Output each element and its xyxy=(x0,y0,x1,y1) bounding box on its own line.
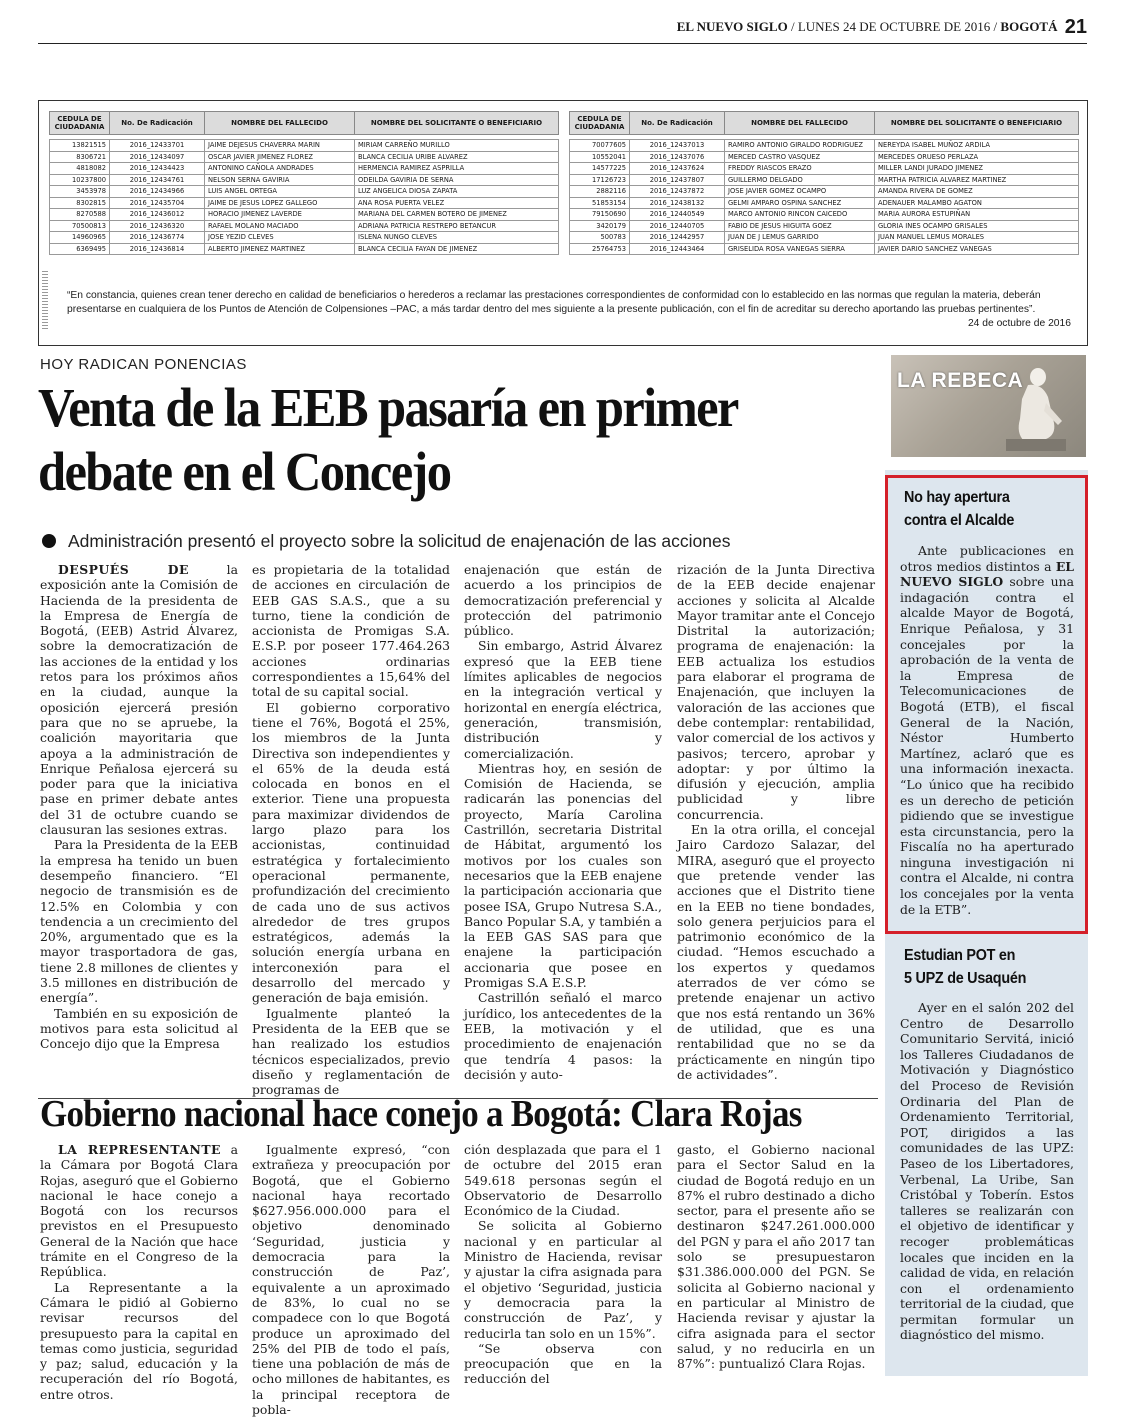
cedula-cell: 2882116 xyxy=(570,186,630,198)
article1-lead: DESPUÉS DE xyxy=(58,562,189,577)
fallecido-cell: ALBERTO JIMENEZ MARTINEZ xyxy=(205,243,355,255)
article1-col3-p3: Castrillón señaló el marco jurídico, los antecedentes de la EEB, la motivación y el procedimiento de enajenación que tendría 4 pasos: la decisión y auto- xyxy=(464,990,662,1082)
solicitante-cell: BLANCA CECILIA URIBE ALVAREZ xyxy=(355,151,559,163)
radicacion-cell: 2016_12434423 xyxy=(110,163,205,175)
article-subhead xyxy=(42,531,730,552)
radicacion-cell: 2016_12437013 xyxy=(630,140,725,152)
solicitante-cell: MERCEDES ORUESO PERLAZA xyxy=(875,151,1079,163)
article1-col3-p0: enajenación que están de acuerdo a los principios de democratización preferencial y protección del patrimonio público. xyxy=(464,562,662,639)
sidebar-item1-paragraph xyxy=(900,543,1074,917)
radicacion-cell: 2016_12434761 xyxy=(110,174,205,186)
fallecido-cell: MARCO ANTONIO RINCON CAICEDO xyxy=(725,209,875,221)
header-cedula: CEDULA DE CIUDADANIA xyxy=(50,112,110,135)
table-row xyxy=(50,197,559,209)
article2-column-1 xyxy=(40,1142,238,1402)
article2-column-2 xyxy=(252,1142,450,1417)
solicitante-cell: LUZ ANGELICA DIOSA ZAPATA xyxy=(355,186,559,198)
cedula-cell: 13821515 xyxy=(50,140,110,152)
notice-text: “En constancia, quienes crean tener derecho en calidad de beneficiarios o herederos a reclamar las prestaciones correspondientes de conformidad con lo establecido en las normas que regulan la materia, deberán presentarse en cualquiera de los Puntos de Atención de Colpensiones –PAC, a más tardar dentro del mes siguiente a la presente publicación, con el fin de acreditar su derecho aportando las pruebas pertinentes”. xyxy=(67,290,1041,315)
table-row xyxy=(570,186,1079,198)
fallecido-cell: GELMI AMPARO OSPINA SANCHEZ xyxy=(725,197,875,209)
table-row xyxy=(50,174,559,186)
fallecido-cell: JAIME DEJESUS CHAVERRA MARIN xyxy=(205,140,355,152)
radicacion-cell: 2016_12440705 xyxy=(630,220,725,232)
fallecido-cell: RAFAEL MOLANO MACIADO xyxy=(205,220,355,232)
radicacion-cell: 2016_12437872 xyxy=(630,186,725,198)
article1-column-1 xyxy=(40,562,238,1098)
page-number: 21 xyxy=(1064,16,1087,38)
solicitante-cell: MILLER LANDI JURADO JIMENEZ xyxy=(875,163,1079,175)
sidebar-item2-title-line1: Estudian POT en xyxy=(904,947,1016,964)
solicitante-cell: ADENAUER MALAMBO AGATON xyxy=(875,197,1079,209)
article1-col2-p0: es propietaria de la totalidad de acciones en circulación de EEB GAS S.A.S., que a su turno, tiene la condición de accionista de Promigas S.A. E.S.P. por poseer 177.464.263 acciones ordinarias correspondientes a 15,64% del total de su capital social. xyxy=(252,562,450,700)
notice-date: 24 de octubre de 2016 xyxy=(967,318,1071,329)
solicitante-cell: GLORIA INES OCAMPO GRISALES xyxy=(875,220,1079,232)
table-row xyxy=(570,140,1079,152)
table-header-row xyxy=(50,112,559,135)
header-solicitante: NOMBRE DEL SOLICITANTE O BENEFICIARIO xyxy=(355,112,559,135)
cedula-cell: 3453978 xyxy=(50,186,110,198)
article2-lead-paragraph xyxy=(40,1142,238,1280)
radicacion-cell: 2016_12437624 xyxy=(630,163,725,175)
fallecido-cell: RAMIRO ANTONIO GIRALDO RODRIGUEZ xyxy=(725,140,875,152)
solicitante-cell: ADRIANA PATRICIA RESTREPO BETANCUR xyxy=(355,220,559,232)
sidebar-item1-text-b: sobre una indagación contra el alcalde Mayor de Bogotá, Enrique Peñalosa, y 31 concejales por la aprobación de la venta de la Empresa de Telecomunicaciones de Bogotá (ETB), el fiscal General de la Nación, Néstor Humberto Martínez, aclaró que es una información inexacta. “Lo único que ha recibido es un derecho de petición pidiendo que se investigue esta circunstancia, pero la Fiscalía no ha aperturado ninguna investigación ni contra el Alcalde, ni contra los concejales por la venta de la ETB”. xyxy=(900,574,1074,917)
cedula-cell: 51853154 xyxy=(570,197,630,209)
section-name: BOGOTÁ xyxy=(1000,19,1058,34)
table-row xyxy=(50,140,559,152)
article-headline: Venta de la EEB pasaría en primer debate en el Concejo xyxy=(38,377,737,502)
notice-table-left xyxy=(49,111,559,255)
fallecido-cell: GRISELIDA ROSA VANEGAS SIERRA xyxy=(725,243,875,255)
cedula-cell: 8302815 xyxy=(50,197,110,209)
header-fallecido: NOMBRE DEL FALLECIDO xyxy=(725,112,875,135)
table-row xyxy=(570,243,1079,255)
radicacion-cell: 2016_12434966 xyxy=(110,186,205,198)
article1-col3-p1: Sin embargo, Astrid Álvarez expresó que la EEB tiene límites aplicables de negocios en la integración vertical y horizontal en energía eléctrica, generación, transmisión, distribución y comercialización. xyxy=(464,638,662,761)
sidebar-item1-title-line2: contra el Alcalde xyxy=(904,512,1015,529)
fallecido-cell: NELSON SERNA GAVIRIA xyxy=(205,174,355,186)
fallecido-cell: JOSE YEZID CLEVES xyxy=(205,232,355,244)
solicitante-cell: MARIANA DEL CARMEN BOTERO DE JIMENEZ xyxy=(355,209,559,221)
radicacion-cell: 2016_12442957 xyxy=(630,232,725,244)
table-row xyxy=(50,163,559,175)
bullet-icon xyxy=(42,534,56,548)
article1-col1-p1: Para la Presidenta de la EEB la empresa ha tenido un buen desempeño financiero. “El negocio de transmisión es de 12.5% en Colombia y con tendencia a un crecimiento del 20%, argumentado que es la mayor trasportadora de gas, tiene 2.8 millones de clientes y 3.5 millones en distribución de energía”. xyxy=(40,837,238,1006)
solicitante-cell: ANA ROSA PUERTA VELEZ xyxy=(355,197,559,209)
article1-col1-p2: También en su exposición de motivos para esta solicitud al Concejo dijo que la Empresa xyxy=(40,1005,238,1052)
table-row xyxy=(570,197,1079,209)
table-row xyxy=(50,243,559,255)
article1-column-2 xyxy=(252,562,450,1098)
radicacion-cell: 2016_12438132 xyxy=(630,197,725,209)
fallecido-cell: JOSE JAVIER GOMEZ OCAMPO xyxy=(725,186,875,198)
table-row xyxy=(570,220,1079,232)
radicacion-cell: 2016_12437807 xyxy=(630,174,725,186)
radicacion-cell: 2016_12436320 xyxy=(110,220,205,232)
cedula-cell: 10552041 xyxy=(570,151,630,163)
cedula-cell: 14577225 xyxy=(570,163,630,175)
article2-col4-p0: gasto, el Gobierno nacional para el Sector Salud en la ciudad de Bogotá redujo en un 87% el rubro destinado a dicho sector, para el presente año se destinaron $247.261.000.000 del PGN y para el año 2017 tan solo se presupuestaron $31.386.000.000 del PGN. Se solicita al Gobierno nacional y en particular al Ministro de Hacienda revisar y ajustar la cifra asignada para el sector salud, y no reducirla en un 87%”: puntualizó Clara Rojas. xyxy=(677,1142,875,1372)
cedula-cell: 70500813 xyxy=(50,220,110,232)
article1-col4-p0: rización de la Junta Directiva de la EEB decide enajenar acciones y solicita al Alcalde Mayor tramitar ante el Concejo Distrital la autorización; programa de enajenación: la EEB actualiza los estudios para elaborar el programa de Enajenación, que incluyen la valoración de las acciones que debe contemplar: rentabilidad, valor comercial de los activos y pasivos; tercero, aprobar y adoptar: y por último la difusión y ejecución, amplia publicidad y libre concurrencia. xyxy=(677,562,875,822)
solicitante-cell: MIRIAM CARREÑO MURILLO xyxy=(355,140,559,152)
cedula-cell: 25764753 xyxy=(570,243,630,255)
sidebar-item2-text xyxy=(900,1000,1074,1343)
article2-col3-p0: ción desplazada que para el 1 de octubre del 2015 eran 549.618 personas según el Observatorio de Desarrollo Económico de la Ciudad. xyxy=(464,1142,662,1219)
sidebar-item2-title-line2: 5 UPZ de Usaquén xyxy=(904,970,1027,987)
sidebar-item1-paper-name: EL NUEVO SIGLO xyxy=(900,558,1074,590)
solicitante-cell: ODEILDA GAVIRIA DE SERNA xyxy=(355,174,559,186)
fallecido-cell: JUAN DE J LEMUS GARRIDO xyxy=(725,232,875,244)
article1-col2-p2: Igualmente planteó la Presidenta de la EEB que se han realizado los estudios técnicos especializados, previo diseño y reglamentación de programas de xyxy=(252,1005,450,1098)
table-header-row xyxy=(570,112,1079,135)
article2-col3-p2: “Se observa con preocupación que en la reducción del xyxy=(464,1340,662,1387)
solicitante-cell: JUAN MANUEL LEMUS MORALES xyxy=(875,232,1079,244)
notice-side-code xyxy=(42,271,48,331)
sidebar-item2-paragraph: Ayer en el salón 202 del Centro de Desarrollo Comunitario Servitá, inició los Talleres Ciudadanos de Motivación y Diagnóstico del Proceso de Revisión Ordinaria del Plan de Ordenamiento Territorial, POT, dirigidos a las comunidades de las UPZ: Paseo de los Libertadores, Verbenal, La Uribe, San Cristóbal y Toberín. Estos talleres se realizarán con el objetivo de identificar y recoger problemáticas locales que inciden en la calidad de vida, en relación con el ordenamiento territorial de la ciudad, que permitan formular un diagnóstico del mismo. xyxy=(900,1000,1074,1343)
fallecido-cell: JAIME DE JESUS LOPEZ GALLEGO xyxy=(205,197,355,209)
radicacion-cell: 2016_12434097 xyxy=(110,151,205,163)
table-row xyxy=(50,151,559,163)
cedula-cell: 8306721 xyxy=(50,151,110,163)
fallecido-cell: ANTONINO CAÑOLA ANDRADES xyxy=(205,163,355,175)
article2-col3-p1: Se solicita al Gobierno nacional y en particular al Ministro de Hacienda, revisar y ajustar la cifra asignada para el objetivo ‘Seguridad, justicia y democracia para la construcción de Paz’, y reducirla tan solo en un 15%”. xyxy=(464,1218,662,1341)
cedula-cell: 3420179 xyxy=(570,220,630,232)
paper-name: EL NUEVO SIGLO xyxy=(676,19,788,34)
radicacion-cell: 2016_12436012 xyxy=(110,209,205,221)
header-radicacion: No. De Radicación xyxy=(110,112,205,135)
header-solicitante: NOMBRE DEL SOLICITANTE O BENEFICIARIO xyxy=(875,112,1079,135)
article2-lead: LA REPRESENTANTE xyxy=(58,1142,221,1157)
sidebar-item1-title-line1: No hay apertura xyxy=(904,489,1010,506)
fallecido-cell: HORACIO JIMENEZ LAVERDE xyxy=(205,209,355,221)
solicitante-cell: ISLENA NUNGO CLEVES xyxy=(355,232,559,244)
notice-table-right-body xyxy=(570,135,1079,255)
sidebar-item2-title xyxy=(904,944,1026,990)
article2-headline: Gobierno nacional hace conejo a Bogotá: Clara Rojas xyxy=(40,1093,802,1135)
issue-date: LUNES 24 DE OCTUBRE DE 2016 xyxy=(797,19,991,34)
header-fallecido: NOMBRE DEL FALLECIDO xyxy=(205,112,355,135)
fallecido-cell: MERCED CASTRO VASQUEZ xyxy=(725,151,875,163)
masthead xyxy=(38,14,1087,44)
public-notice xyxy=(38,100,1088,346)
article1-column-3 xyxy=(464,562,662,1098)
la-rebeca-banner xyxy=(891,355,1086,457)
fallecido-cell: FABIO DE JESUS HIGUITA GOEZ xyxy=(725,220,875,232)
folio-line: EL NUEVO SIGLO / LUNES 24 DE OCTUBRE DE 2016 / BOGOTÁ 21 xyxy=(676,16,1087,38)
solicitante-cell: MARIA AURORA ESTUPIÑAN xyxy=(875,209,1079,221)
radicacion-cell: 2016_12436774 xyxy=(110,232,205,244)
table-row xyxy=(50,220,559,232)
sidebar-item1-text-a: Ante publicaciones en otros medios distintos a xyxy=(900,543,1074,574)
cedula-cell: 10237800 xyxy=(50,174,110,186)
article2-column-4 xyxy=(677,1142,875,1374)
article1-col4-p1: En la otra orilla, el concejal Jairo Cardozo Salazar, del MIRA, aseguró que el proyecto que pretende vender las acciones que el Distrito tiene en la EEB no tiene bondades, solo genera perjuicios para el patrimonio económico de la ciudad. “Hemos escuchado a los expertos y quedamos aterrados de ver cómo se pretende enajenar un activo que nos está rentando un 36% de utilidad, que es una rentabilidad que no se da prácticamente en ningún tipo de actividades”. xyxy=(677,822,875,1082)
article2-column-3 xyxy=(464,1142,662,1387)
article1-column-4 xyxy=(677,562,875,1098)
solicitante-cell: AMANDA RIVERA DE GOMEZ xyxy=(875,186,1079,198)
subhead-text: Administración presentó el proyecto sobre la solicitud de enajenación de las acciones xyxy=(68,531,731,551)
solicitante-cell: MARTHA PATRICIA ALVAREZ MARTINEZ xyxy=(875,174,1079,186)
header-radicacion: No. De Radicación xyxy=(630,112,725,135)
solicitante-cell: JAVIER DARIO SANCHEZ VANEGAS xyxy=(875,243,1079,255)
table-row xyxy=(570,163,1079,175)
table-row xyxy=(570,232,1079,244)
article2-col1-p0: a la Cámara por Bogotá Clara Rojas, aseguró que el Gobierno nacional le hace conejo a Bogotá con los recursos previstos en el Presupuesto General de la Nación que hace trámite en el Congreso de la República. xyxy=(40,1142,238,1280)
article2-col2-p0: Igualmente expresó, “con extrañeza y preocupación por Bogotá, que el Gobierno nacional haya recortado $627.956.000.000 para el objetivo denominado ‘Seguridad, justicia y democracia para la construcción de Paz’, equivalente a un aproximado de 83%, lo cual no se compadece con lo que Bogotá produce un aproximado del 25% del PIB de todo el país, tiene una población de más de ocho millones de habitantes, es la principal receptora de pobla- xyxy=(252,1142,450,1417)
notice-table-right xyxy=(569,111,1079,255)
cedula-cell: 4818082 xyxy=(50,163,110,175)
solicitante-cell: HERMENCIA RAMIREZ ASPRILLA xyxy=(355,163,559,175)
fallecido-cell: OSCAR JAVIER JIMENEZ FLOREZ xyxy=(205,151,355,163)
radicacion-cell: 2016_12440549 xyxy=(630,209,725,221)
radicacion-cell: 2016_12443464 xyxy=(630,243,725,255)
fallecido-cell: FREDDY RIASCOS ERAZO xyxy=(725,163,875,175)
article-kicker: HOY RADICAN PONENCIAS xyxy=(40,356,247,373)
la-rebeca-label: LA REBECA xyxy=(897,369,1024,392)
sidebar-item1-title xyxy=(904,486,1014,532)
table-row xyxy=(570,209,1079,221)
fallecido-cell: LUIS ANGEL ORTEGA xyxy=(205,186,355,198)
article1-col3-p2: Mientras hoy, en sesión de Comisión de Hacienda, se radicarán las ponencias del proyecto, María Carolina Castrillón, secretaria Distrital de Hábitat, argumentó los motivos por los cuales son necesarios que la EEB enajene la participación accionaria que posee ISA, Grupo Nutresa S.A., Banco Popular S.A, y también a la EEB GAS SAS para que enajene la participación accionaria que posee en Promigas S.A E.S.P. xyxy=(464,760,662,991)
radicacion-cell: 2016_12437076 xyxy=(630,151,725,163)
radicacion-cell: 2016_12433701 xyxy=(110,140,205,152)
cedula-cell: 6369495 xyxy=(50,243,110,255)
header-cedula: CEDULA DE CIUDADANIA xyxy=(570,112,630,135)
cedula-cell: 70077605 xyxy=(570,140,630,152)
solicitante-cell: BLANCA CECILIA FAYAN DE JIMENEZ xyxy=(355,243,559,255)
cedula-cell: 79150690 xyxy=(570,209,630,221)
cedula-cell: 500783 xyxy=(570,232,630,244)
cedula-cell: 8270588 xyxy=(50,209,110,221)
table-row xyxy=(50,209,559,221)
notice-table-left-body xyxy=(50,135,559,255)
article2-col1-p1: La Representante a la Cámara le pidió al Gobierno revisar recursos del presupuesto para la capital en temas como justicia, seguridad y paz; salud, educación y la recuperación del río Bogotá, entre otros. xyxy=(40,1279,238,1402)
radicacion-cell: 2016_12435704 xyxy=(110,197,205,209)
table-row xyxy=(50,186,559,198)
fallecido-cell: GUILLERMO DELGADO xyxy=(725,174,875,186)
table-row xyxy=(570,151,1079,163)
article1-lead-paragraph xyxy=(40,562,238,837)
sidebar-item1-text xyxy=(900,543,1074,917)
cedula-cell: 14960965 xyxy=(50,232,110,244)
article1-col2-p1: El gobierno corporativo tiene el 76%, Bogotá el 25%, los miembros de la Junta Directiva son independientes y el 65% de la deuda está colocada en bonos en el exterior. Tiene una propuesta para maximizar dividendos de largo plazo para los accionistas, continuidad estratégica y fortalecimiento operacional permanente, profundización del crecimiento de cada uno de sus activos alrededor de tres grupos estratégicos, además la solución energía urbana en interconexión para el desarrollo del mercado y generación de baja emisión. xyxy=(252,699,450,1006)
table-row xyxy=(50,232,559,244)
cedula-cell: 17126723 xyxy=(570,174,630,186)
solicitante-cell: NEREYDA ISABEL MUÑOZ ARDILA xyxy=(875,140,1079,152)
article1-col1-p0: la exposición ante la Comisión de Hacienda de la presidenta de la Empresa de Energía de Bogotá, (EEB) Astrid Álvarez, sobre la democratización de las acciones de la entidad y los retos para los próximos años en la ciudad, aunque la oposición ejercerá presión para que no se apruebe, la coalición mayoritaria que apoya a la administración de Enrique Peñalosa ejercerá su poder para que la iniciativa pase en primer debate antes del 31 de octubre cuando se clausuran las sesiones extras. xyxy=(40,562,238,838)
radicacion-cell: 2016_12436814 xyxy=(110,243,205,255)
table-row xyxy=(570,174,1079,186)
